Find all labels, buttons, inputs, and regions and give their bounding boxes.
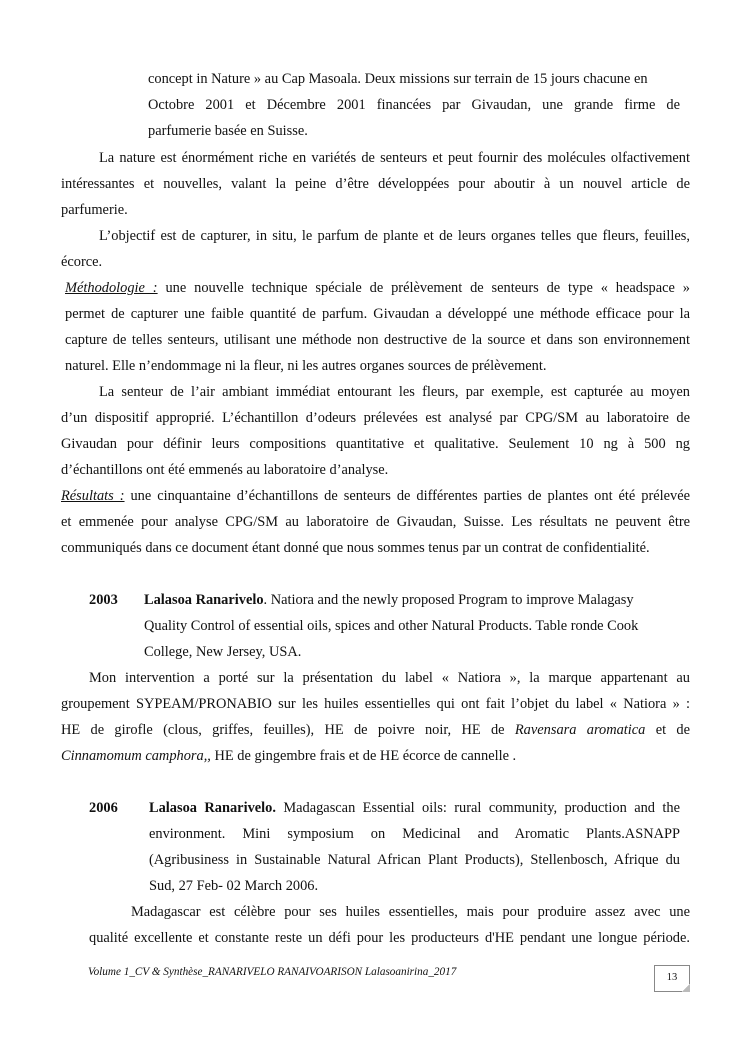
cinnamomum-species: Cinnamomum camphora,, — [61, 748, 211, 764]
p1-line-3: parfumerie basée en Suisse. — [148, 123, 308, 139]
entry-2003-title: . Natiora and the newly proposed Program to improve Malagasy — [263, 592, 634, 608]
entry-2006-line-2: environment. Mini symposium on Medicinal and Aromatic Plants.ASNAPP — [149, 826, 680, 842]
p4-line-2: permet de capturer une faible quantité de parfum. Givaudan a développé une méthode efficace pour la — [65, 306, 690, 322]
p7-line-3c: et de — [645, 722, 690, 738]
entry-2003-year: 2003 — [89, 592, 118, 608]
p3-line-2: écorce. — [61, 254, 103, 270]
methodologie-label: Méthodologie : — [65, 280, 158, 296]
p8-line-1: Madagascar est célèbre pour ses huiles essentielles, mais pour produire assez avec une — [131, 904, 690, 920]
p1-line-2: Octobre 2001 et Décembre 2001 financées par Givaudan, une grande firme de — [148, 97, 680, 113]
entry-2006-line-1 — [149, 795, 680, 821]
entry-2003-line-3: College, New Jersey, USA. — [144, 644, 302, 660]
p4-line-4: naturel. Elle n’endommage ni la fleur, ni les autres organes sources de prélèvement. — [65, 358, 547, 374]
entry-2006-year: 2006 — [89, 800, 118, 816]
resultats-label: Résultats : — [61, 488, 125, 504]
p6-line-3: communiqués dans ce document étant donné que nous sommes tenus par un contrat de confidentialité. — [61, 540, 650, 556]
entry-2006-line-3: (Agribusiness in Sustainable Natural African Plant Products), Stellenbosch, Afrique du — [149, 852, 680, 868]
p5-line-3: Givaudan pour définir leurs compositions quantitative et qualitative. Seulement 10 ng à 500 ng — [61, 436, 690, 452]
entry-2006-title: Madagascan Essential oils: rural community, production and the — [275, 800, 680, 816]
entry-2006-line-4: Sud, 27 Feb- 02 March 2006. — [149, 878, 319, 894]
p1-line-1: concept in Nature » au Cap Masoala. Deux missions sur terrain de 15 jours chacune en — [148, 71, 648, 87]
p4-line-1-text: une nouvelle technique spéciale de prélèvement de senteurs de type « headspace » — [157, 280, 690, 296]
p7-line-1: Mon intervention a porté sur la présentation du label « Natiora », la marque appartenant au — [89, 670, 690, 686]
p7-line-3a: HE de girofle (clous, griffes, feuilles), HE de poivre noir, HE de — [61, 722, 515, 738]
p2-line-2: intéressantes et nouvelles, valant la peine d’être développées pour aboutir à un nouvel article de — [61, 176, 690, 192]
entry-2003-line-1 — [144, 587, 634, 613]
ravensara-species: Ravensara aromatica — [514, 722, 646, 738]
p7-line-4 — [61, 743, 516, 769]
p8-line-2: qualité excellente et constante reste un défi pour les producteurs d'HE pendant une longue période. — [89, 930, 690, 946]
p7-line-3 — [61, 717, 690, 743]
entry-2006-author: Lalasoa Ranarivelo. — [149, 800, 276, 816]
p5-line-4: d’échantillons ont été emmenés au laboratoire d’analyse. — [61, 462, 389, 478]
footer-text: Volume 1_CV & Synthèse_RANARIVELO RANAIVOARISON Lalasoanirina_2017 — [88, 966, 457, 978]
page-fold-icon — [682, 984, 690, 992]
entry-2003-line-2: Quality Control of essential oils, spices and other Natural Products. Table ronde Cook — [144, 618, 639, 634]
p7-line-4b: HE de gingembre frais et de HE écorce de cannelle . — [210, 748, 517, 764]
p7-line-2: groupement SYPEAM/PRONABIO sur les huiles essentielles qui ont fait l’objet du label « Natiora » : — [61, 696, 690, 712]
p6-line-2: et emmenée pour analyse CPG/SM au laboratoire de Givaudan, Suisse. Les résultats ne peuvent être — [61, 514, 690, 530]
p5-line-2: d’un dispositif approprié. L’échantillon d’odeurs prélevées est analysé par CPG/SM au laboratoire de — [61, 410, 690, 426]
p3-line-1: L’objectif est de capturer, in situ, le parfum de plante et de leurs organes telles que fleurs, feuilles, — [99, 228, 690, 244]
p4-line-1 — [65, 275, 690, 301]
p6-line-1 — [61, 483, 690, 509]
p5-line-1: La senteur de l’air ambiant immédiat entourant les fleurs, par exemple, est capturée au moyen — [99, 384, 690, 400]
entry-2003-author: Lalasoa Ranarivelo — [144, 592, 264, 608]
page-number: 13 — [666, 972, 678, 983]
p6-line-1-text: une cinquantaine d’échantillons de senteurs de différentes parties de plantes ont été prélevée — [124, 488, 690, 504]
p2-line-3: parfumerie. — [61, 202, 128, 218]
p2-line-1: La nature est énormément riche en variétés de senteurs et peut fournir des molécules olfactivement — [99, 150, 690, 166]
page-number-box — [654, 965, 690, 992]
p4-line-3: capture de telles senteurs, utilisant une méthode non destructive de la source et dans son environnement — [65, 332, 690, 348]
